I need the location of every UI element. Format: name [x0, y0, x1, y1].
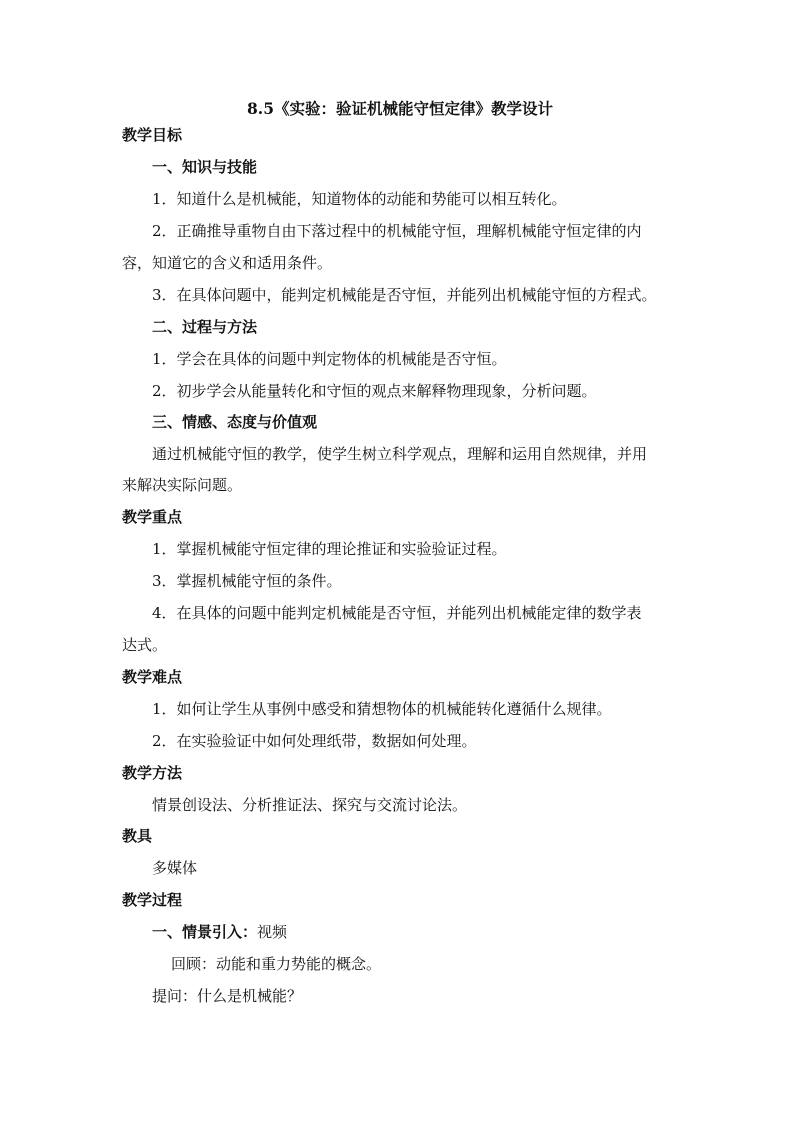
heading-objectives: 教学目标 [122, 126, 183, 144]
key-point-item-3-line-2: 达式。 [122, 636, 168, 654]
knowledge-item-3: 3．在具体问题中，能判定机械能是否守恒，并能列出机械能守恒的方程式。 [152, 286, 657, 304]
knowledge-item-1: 1．知道什么是机械能，知道物体的动能和势能可以相互转化。 [152, 190, 567, 208]
difficulty-item-2: 2．在实验验证中如何处理纸带，数据如何处理。 [152, 732, 477, 750]
procedure-review: 回顾：动能和重力势能的概念。 [171, 955, 382, 973]
key-point-item-1: 1．掌握机械能守恒定律的理论推证和实验验证过程。 [152, 540, 507, 558]
heading-procedure: 教学过程 [122, 891, 183, 909]
process-item-1: 1．学会在具体的问题中判定物体的机械能是否守恒。 [152, 350, 507, 368]
heading-process-methods: 二、过程与方法 [152, 318, 258, 336]
document-title: 8.5《实验：验证机械能守恒定律》教学设计 [247, 99, 553, 118]
emotion-paragraph-line-1: 通过机械能守恒的教学，使学生树立科学观点，理解和运用自然规律，并用 [152, 445, 648, 463]
procedure-question: 提问：什么是机械能？ [152, 987, 303, 1005]
methods-text: 情景创设法、分析推证法、探究与交流讨论法。 [152, 796, 468, 814]
heading-difficulties: 教学难点 [122, 668, 183, 686]
heading-knowledge-skills: 一、知识与技能 [152, 158, 258, 176]
knowledge-item-2-line-1: 2．正确推导重物自由下落过程中的机械能守恒，理解机械能守恒定律的内 [152, 222, 642, 240]
heading-tools: 教具 [122, 827, 153, 845]
key-point-item-3-line-1: 4．在具体的问题中能判定机械能是否守恒，并能列出机械能定律的数学表 [152, 604, 642, 622]
procedure-intro-text: 视频 [257, 923, 288, 941]
difficulty-item-1: 1．如何让学生从事例中感受和猜想物体的机械能转化遵循什么规律。 [152, 700, 612, 718]
heading-methods: 教学方法 [122, 764, 183, 782]
knowledge-item-2-line-2: 容，知道它的含义和适用条件。 [122, 254, 333, 272]
heading-emotion-values: 三、情感、态度与价值观 [152, 413, 318, 431]
procedure-intro-line [152, 922, 287, 942]
process-item-2: 2．初步学会从能量转化和守恒的观点来解释物理现象，分析问题。 [152, 382, 597, 400]
procedure-intro-heading: 一、情景引入： [152, 923, 258, 941]
tools-text: 多媒体 [152, 859, 198, 877]
heading-key-points: 教学重点 [122, 508, 183, 526]
emotion-paragraph-line-2: 来解决实际问题。 [122, 476, 243, 494]
key-point-item-2: 3．掌握机械能守恒的条件。 [152, 572, 342, 590]
